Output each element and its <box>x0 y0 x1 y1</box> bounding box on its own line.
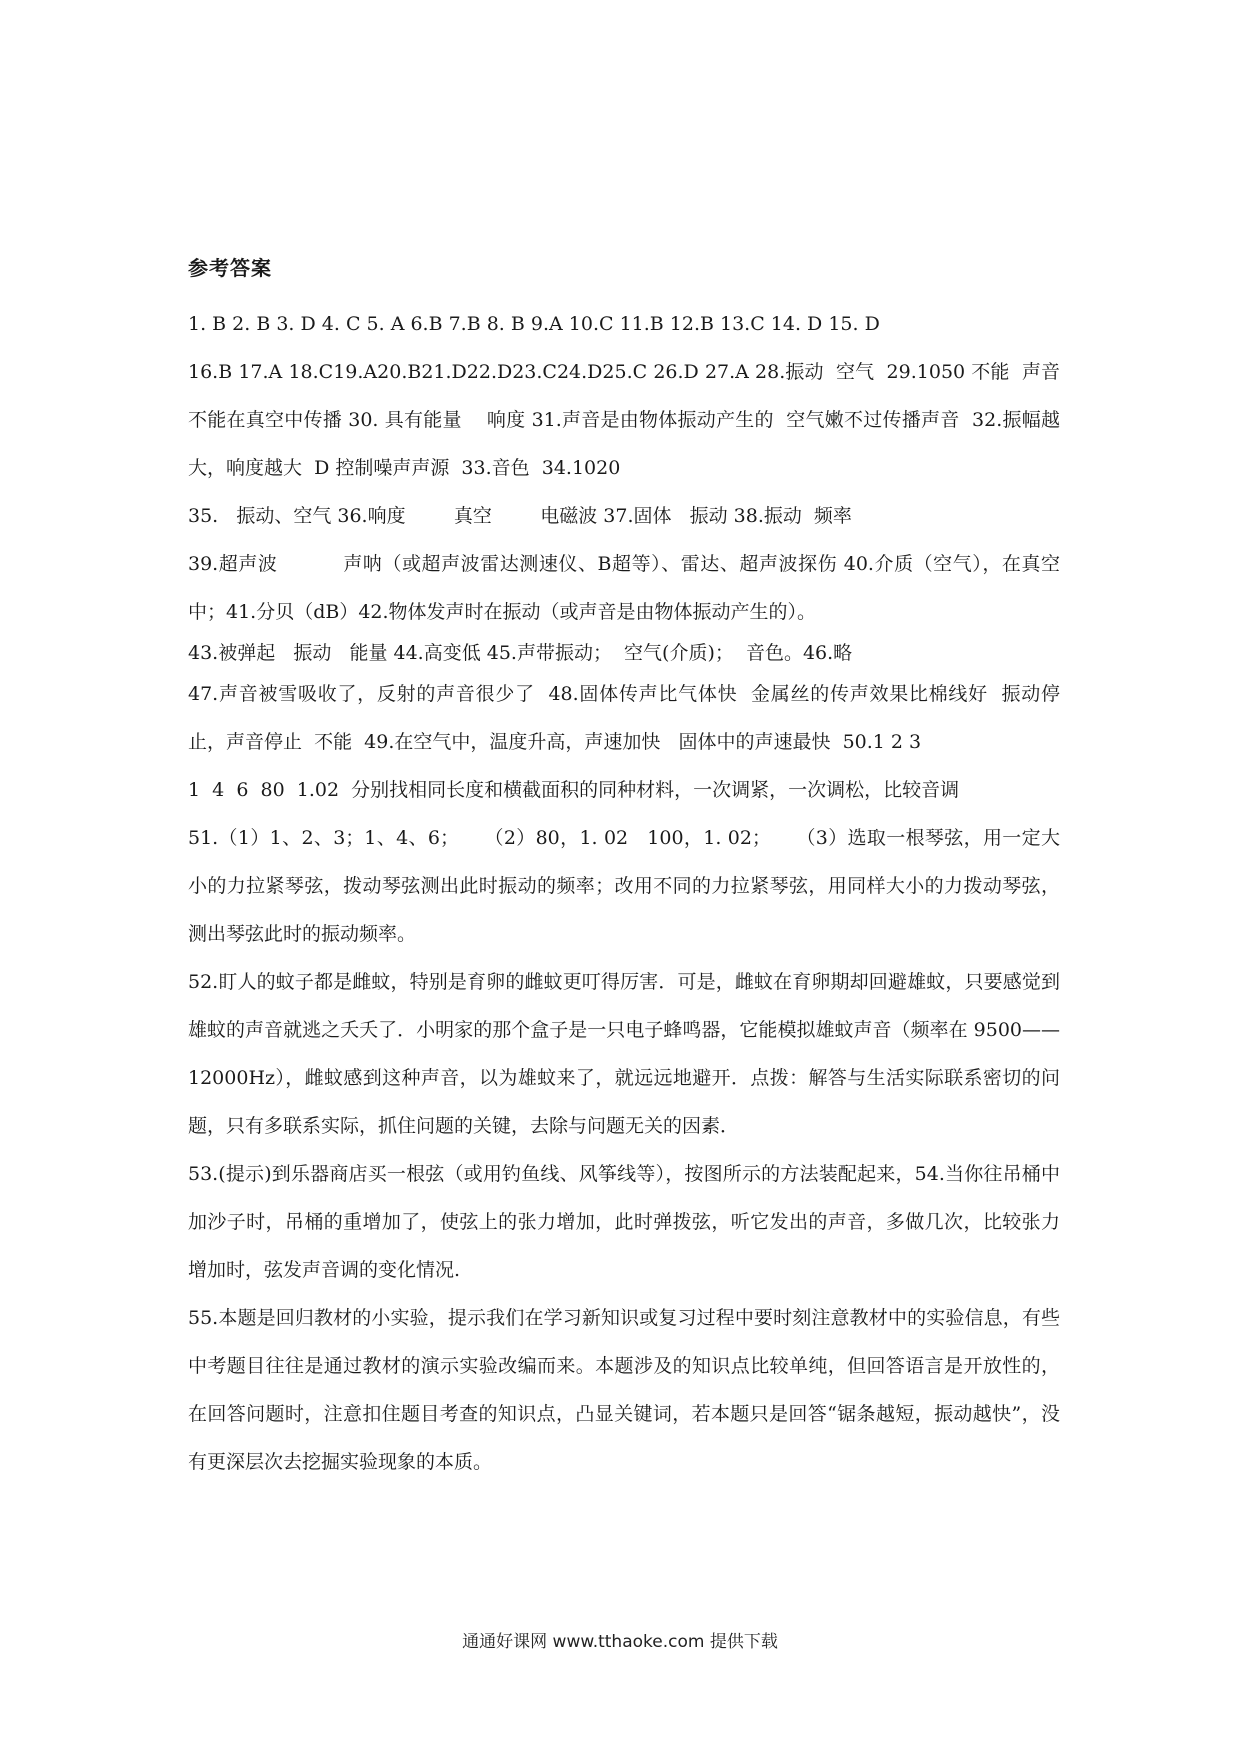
page-footer: 通通好课网 www.tthaoke.com 提供下载 <box>462 1632 778 1652</box>
answer-paragraph-6: 47.声音被雪吸收了，反射的声音很少了 48.固体传声比气体快 金属丝的传声效果比棉线好 振动停止，声音停止 不能 49.在空气中，温度升高，声速加快 固体中的声速最快 50.1 2 3 <box>188 683 1060 753</box>
answer-paragraph-7: 1 4 6 80 1.02 分别找相同长度和横截面积的同种材料，一次调紧，一次调松，比较音调 <box>188 779 960 801</box>
answer-paragraph-2: 16.B 17.A 18.C19.A20.B21.D22.D23.C24.D25.C 26.D 27.A 28.振动 空气 29.1050 不能 声音不能在真空中传播 30. 具有能量 响度 31.声音是由物体振动产生的 空气嫩不过传播声音 32.振幅越大，响度越大 D 控制噪声声源 33.音色 34.1020 <box>188 361 1060 479</box>
answer-paragraph-5: 43.被弹起 振动 能量 44.高变低 45.声带振动； 空气(介质)； 音色。46.略 <box>188 642 853 664</box>
answer-paragraph-1: 1. B 2. B 3. D 4. C 5. A 6.B 7.B 8. B 9.A 10.C 11.B 12.B 13.C 14. D 15. D <box>188 313 880 335</box>
answer-paragraph-9: 52.盯人的蚊子都是雌蚊，特别是育卵的雌蚊更叮得厉害．可是，雌蚊在育卵期却回避雄蚊，只要感觉到雄蚊的声音就逃之夭夭了．小明家的那个盒子是一只电子蜂鸣器，它能模拟雄蚊声音（频率在 9500——12000Hz），雌蚊感到这种声音，以为雄蚊来了，就远远地避开．点拨：解答与生活实际联系密切的问题，只有多联系实际，抓住问题的关键，去除与问题无关的因素． <box>188 971 1060 1137</box>
answer-paragraph-3: 35. 振动、空气 36.响度 真空 电磁波 37.固体 振动 38.振动 频率 <box>188 505 852 527</box>
answer-paragraph-10: 53.(提示)到乐器商店买一根弦（或用钓鱼线、风筝线等），按图所示的方法装配起来，54.当你往吊桶中加沙子时，吊桶的重增加了，使弦上的张力增加，此时弹拨弦，听它发出的声音，多做几次，比较张力增加时，弦发声音调的变化情况. <box>188 1163 1060 1281</box>
answer-paragraph-11: 55.本题是回归教材的小实验，提示我们在学习新知识或复习过程中要时刻注意教材中的实验信息，有些中考题目往往是通过教材的演示实验改编而来。本题涉及的知识点比较单纯，但回答语言是开放性的，在回答问题时，注意扣住题目考查的知识点，凸显关键词，若本题只是回答“锯条越短，振动越快”，没有更深层次去挖掘实验现象的本质。 <box>188 1307 1060 1473</box>
answer-section <box>188 252 1060 1486</box>
answer-paragraph-4: 39.超声波 声呐（或超声波雷达测速仪、B超等）、雷达、超声波探伤 40.介质（空气），在真空中；41.分贝（dB）42.物体发声时在振动（或声音是由物体振动产生的）。 <box>188 553 1060 623</box>
answer-paragraph-8: 51.（1）1、2、3；1、4、6； （2）80，1. 02 100，1. 02； （3）选取一根琴弦，用一定大小的力拉紧琴弦，拨动琴弦测出此时振动的频率；改用不同的力拉紧琴弦，用同样大小的力拨动琴弦，测出琴弦此时的振动频率。 <box>188 827 1060 945</box>
section-title: 参考答案 <box>188 256 272 280</box>
